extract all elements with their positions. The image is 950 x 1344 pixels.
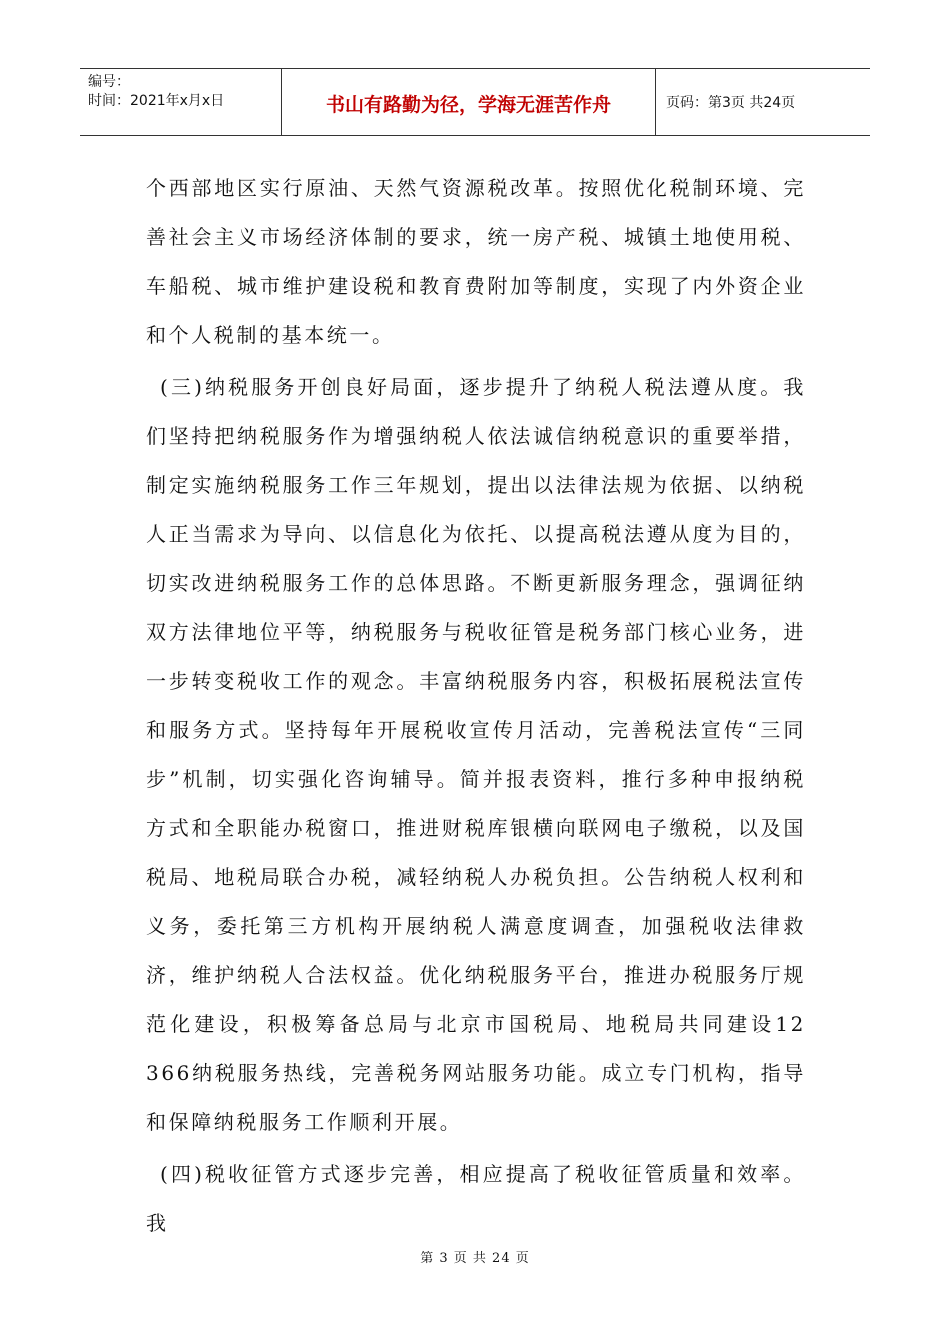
document-number-label: 编号： xyxy=(88,74,130,90)
header-motto-cell xyxy=(282,69,656,135)
footer-page-number: 第 3 页 共 24 页 xyxy=(420,1251,530,1266)
header-info-cell xyxy=(80,69,282,135)
body-paragraph-continued: 个西部地区实行原油、天然气资源税改革。按照优化税制环境、完善社会主义市场经济体制的要求，统一房产税、城镇土地使用税、车船税、城市维护建设税和教育费附加等制度，实现了内外资企业和个人税制的基本统一。 xyxy=(146,176,806,347)
header-page-cell xyxy=(656,69,870,135)
document-date-label: 时间：2021年x月x日 xyxy=(88,93,225,109)
document-header xyxy=(80,68,870,136)
header-page-code: 页码：第3页 共24页 xyxy=(666,95,796,111)
page-footer xyxy=(0,1247,950,1266)
document-body xyxy=(146,164,806,1248)
body-paragraph-tax-service: (三)纳税服务开创良好局面，逐步提升了纳税人税法遵从度。我们坚持把纳税服务作为增强纳税人依法诚信纳税意识的重要举措，制定实施纳税服务工作三年规划，提出以法律法规为依据、以纳税人正当需求为导向、以信息化为依托、以提高税法遵从度为目的，切实改进纳税服务工作的总体思路。不断更新服务理念，强调征纳双方法律地位平等，纳税服务与税收征管是税务部门核心业务，进一步转变税收工作的观念。丰富纳税服务内容，积极拓展税法宣传和服务方式。坚持每年开展税收宣传月活动，完善税法宣传“三同步”机制，切实强化咨询辅导。简并报表资料，推行多种申报纳税方式和全职能办税窗口，推进财税库银横向联网电子缴税，以及国税局、地税局联合办税，减轻纳税人办税负担。公告纳税人权利和义务，委托第三方机构开展纳税人满意度调查，加强税收法律救济，维护纳税人合法权益。优化纳税服务平台，推进办税服务厅规范化建设，积极筹备总局与北京市国税局、地税局共同建设12 366纳税服务热线，完善税务网站服务功能。成立专门机构，指导和保障纳税服务工作顺利开展。 xyxy=(146,375,806,1134)
body-paragraph-collection: (四)税收征管方式逐步完善，相应提高了税收征管质量和效率。我 xyxy=(146,1162,806,1235)
header-motto: 书山有路勤为径，学海无涯苦作舟 xyxy=(325,93,611,116)
